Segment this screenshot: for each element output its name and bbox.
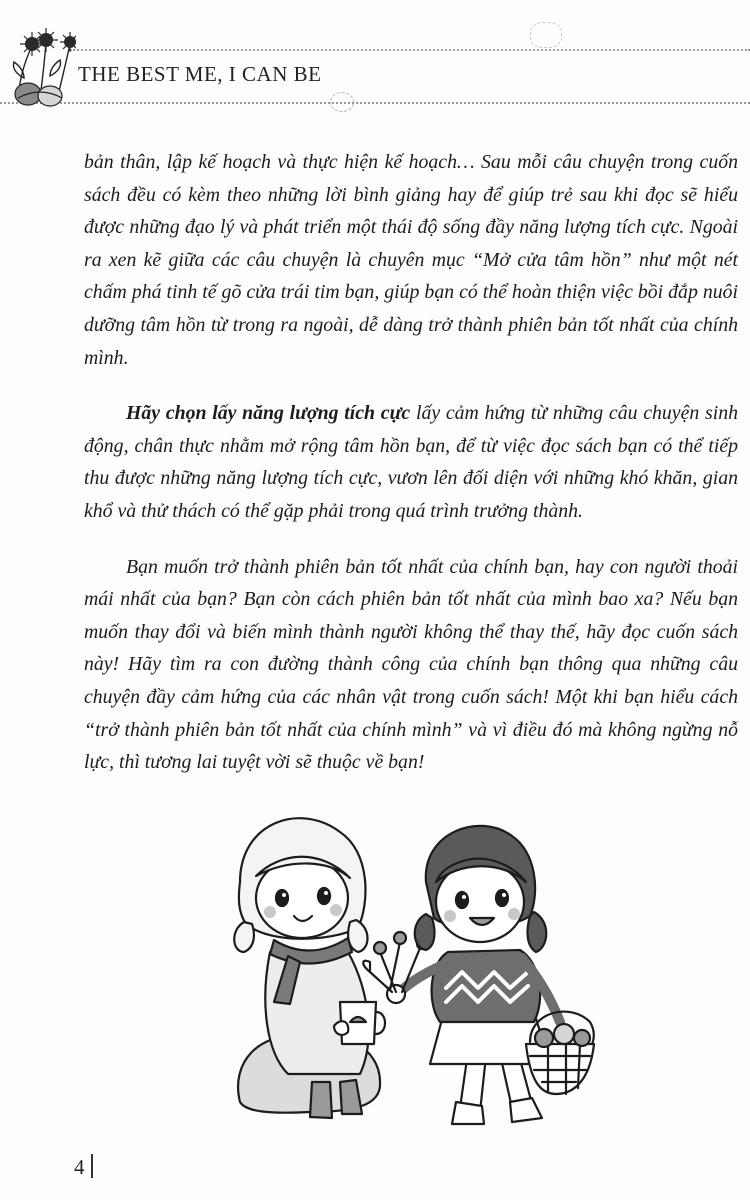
page-number-divider [91,1154,93,1178]
body-text [84,146,738,802]
paragraph-2-emphasis: Hãy chọn lấy năng lượng tích cực [126,402,411,425]
header-top-rule [70,49,750,51]
paragraph-1: bản thân, lập kế hoạch và thực hiện kế hoạch… Sau mỗi câu chuyện trong cuốn sách đều có kèm theo những lời bình giảng hay để giúp trẻ sau khi đọc sẽ hiểu được những đạo lý và phát triển một thái độ sống đầy năng lượng tích cực. Ngoài ra xen kẽ giữa các câu chuyện là chuyên mục “Mở cửa tâm hồn” như một nét chấm phá tinh tế gõ cửa trái tim bạn, giúp bạn có thể hoàn thiện việc bồi đắp nuôi dưỡng tâm hồn từ trong ra ngoài, dễ dàng trở thành phiên bản tốt nhất của chính mình. [84,151,738,369]
page-header [0,0,750,110]
paragraph-2 [84,397,738,527]
flowers-and-eggs-icon [4,28,76,108]
paragraph-3: Bạn muốn trở thành phiên bản tốt nhất của chính bạn, hay con người thoải mái nhất của bạn? Bạn còn cách phiên bản tốt nhất của mình bao xa? Nếu bạn muốn thay đổi và biến mình thành người không thể thay thế, hãy đọc cuốn sách này! Hãy tìm ra con đường thành công của chính bạn thông qua những câu chuyện đầy cảm hứng của các nhân vật trong cuốn sách! Một khi bạn hiểu cách “trở thành phiên bản tốt nhất của chính mình” và vì điều đó mà không ngừng nỗ lực, thì tương lai tuyệt vời sẽ thuộc về bạn! [84,555,738,774]
running-title: THE BEST ME, I CAN BE [78,62,322,86]
basket [526,1012,594,1094]
page-number: 4 [74,1155,85,1179]
header-bottom-rule [0,102,750,104]
page-footer [74,1154,93,1180]
header-ornament [330,92,354,112]
paragraph-2-text: lấy cảm hứng từ những câu chuyện sinh động, chân thực nhằm mở rộng tâm hồn bạn, để từ việc đọc sách bạn có thể tiếp thu được những năng lượng tích cực, vươn lên đối diện với những khó khăn, gian khổ và thử thách có thể gặp phải trong quá trình trưởng thành. [84,402,738,522]
header-ornament-faint [530,22,562,48]
two-girls-illustration [230,812,620,1132]
